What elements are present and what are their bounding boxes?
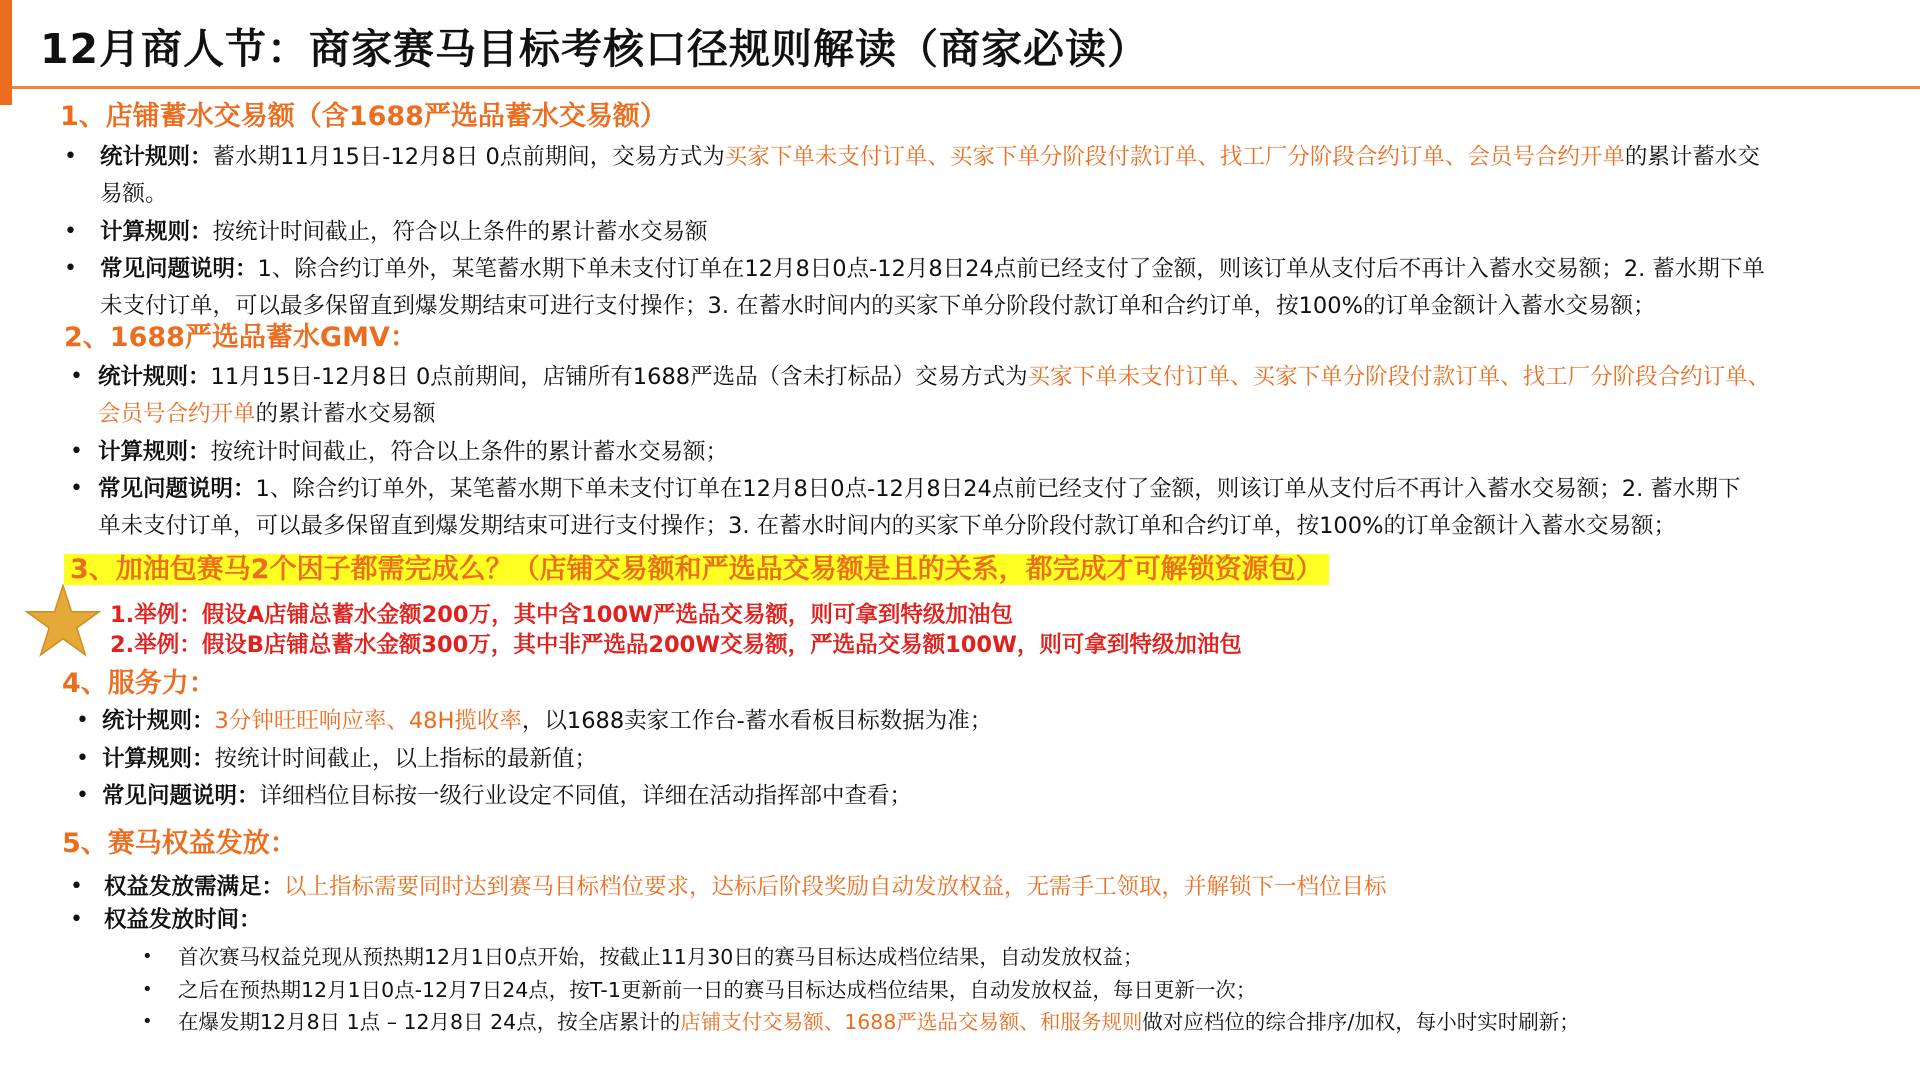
s5-time-2: 之后在预热期12月1日0点-12月7日24点，按T-1更新前一日的赛马目标达成档位结果，自动发放权益，每日更新一次； [178,978,1257,1002]
s3-example-2: 2.举例：假设B店铺总蓄水金额300万，其中非严选品200W交易额，严选品交易额100W，则可拿到特级加油包 [110,632,1242,658]
section-5-heading: 5、赛马权益发放： [62,828,297,859]
s1-stat-rule: 统计规则：蓄水期11月15日-12月8日 0点前期间，交易方式为买家下单未支付订单、买家下单分阶段付款订单、找工厂分阶段合约订单、会员号合约开单的累计蓄水交 [100,144,1760,170]
star-icon [24,584,102,658]
s1-stat-rule-cont: 易额。 [100,181,168,207]
sub-bullet-icon: • [142,946,153,967]
s2-stat-rule-cont: 会员号合约开单的累计蓄水交易额 [98,401,436,427]
bullet-icon: • [70,476,83,501]
section-4-heading: 4、服务力： [62,668,216,699]
s4-stat-rule: 统计规则：3分钟旺旺响应率、48H揽收率，以1688卖家工作台-蓄水看板目标数据为准； [102,708,993,734]
bullet-icon: • [70,907,83,932]
sub-bullet-icon: • [142,1011,153,1032]
section-2-heading: 2、1688严选品蓄水GMV： [64,322,417,353]
bullet-icon: • [64,256,77,281]
s5-time-label: 权益发放时间： [104,907,262,933]
s1-faq: 常见问题说明：1、除合约订单外，某笔蓄水期下单未支付订单在12月8日0点-12月8日24点前已经支付了金额，则该订单从支付后不再计入蓄水交易额；2. 蓄水期下单 [100,256,1765,282]
s1-faq-cont: 未支付订单，可以最多保留直到爆发期结束可进行支付操作；3. 在蓄水时间内的买家下单分阶段付款订单和合约订单，按100%的订单金额计入蓄水交易额； [100,293,1656,319]
title-divider [12,86,1920,89]
bullet-icon: • [64,144,77,169]
bullet-icon: • [70,874,83,899]
s5-time-3: 在爆发期12月8日 1点 – 12月8日 24点，按全店累计的店铺支付交易额、1688严选品交易额、和服务规则做对应档位的综合排序/加权，每小时实时刷新； [178,1010,1580,1034]
bullet-icon: • [70,439,83,464]
page-title: 12月商人节：商家赛马目标考核口径规则解读（商家必读） [40,25,1150,73]
section-3-heading: 3、加油包赛马2个因子都需完成么？（店铺交易额和严选品交易额是且的关系，都完成才可解锁资源包） [64,552,1329,588]
s4-faq: 常见问题说明：详细档位目标按一级行业设定不同值，详细在活动指挥部中查看； [102,783,913,809]
s2-calc-rule: 计算规则：按统计时间截止，符合以上条件的累计蓄水交易额； [98,439,729,465]
sub-bullet-icon: • [142,979,153,1000]
s5-time-1: 首次赛马权益兑现从预热期12月1日0点开始，按截止11月30日的赛马目标达成档位结果，自动发放权益； [178,945,1144,969]
s2-faq: 常见问题说明：1、除合约订单外，某笔蓄水期下单未支付订单在12月8日0点-12月8日24点前已经支付了金额，则该订单从支付后不再计入蓄水交易额；2. 蓄水期下 [98,476,1741,502]
s2-faq-cont: 单未支付订单，可以最多保留直到爆发期结束可进行支付操作；3. 在蓄水时间内的买家下单分阶段付款订单和合约订单，按100%的订单金额计入蓄水交易额； [98,513,1676,539]
bullet-icon: • [76,783,89,808]
bullet-icon: • [76,746,89,771]
title-accent-bar [0,0,12,105]
s1-calc-rule: 计算规则：按统计时间截止，符合以上条件的累计蓄水交易额 [100,219,708,245]
bullet-icon: • [76,708,89,733]
s3-example-1: 1.举例：假设A店铺总蓄水金额200万，其中含100W严选品交易额，则可拿到特级加油包 [110,602,1013,628]
bullet-icon: • [70,364,83,389]
section-1-heading: 1、店铺蓄水交易额（含1688严选品蓄水交易额） [60,101,667,132]
s4-calc-rule: 计算规则：按统计时间截止，以上指标的最新值； [102,746,598,772]
s2-stat-rule: 统计规则：11月15日-12月8日 0点前期间，店铺所有1688严选品（含未打标品）交易方式为买家下单未支付订单、买家下单分阶段付款订单、找工厂分阶段合约订单、 [98,364,1771,390]
s5-condition: 权益发放需满足：以上指标需要同时达到赛马目标档位要求，达标后阶段奖励自动发放权益，无需手工领取，并解锁下一档位目标 [104,874,1387,900]
bullet-icon: • [64,219,77,244]
